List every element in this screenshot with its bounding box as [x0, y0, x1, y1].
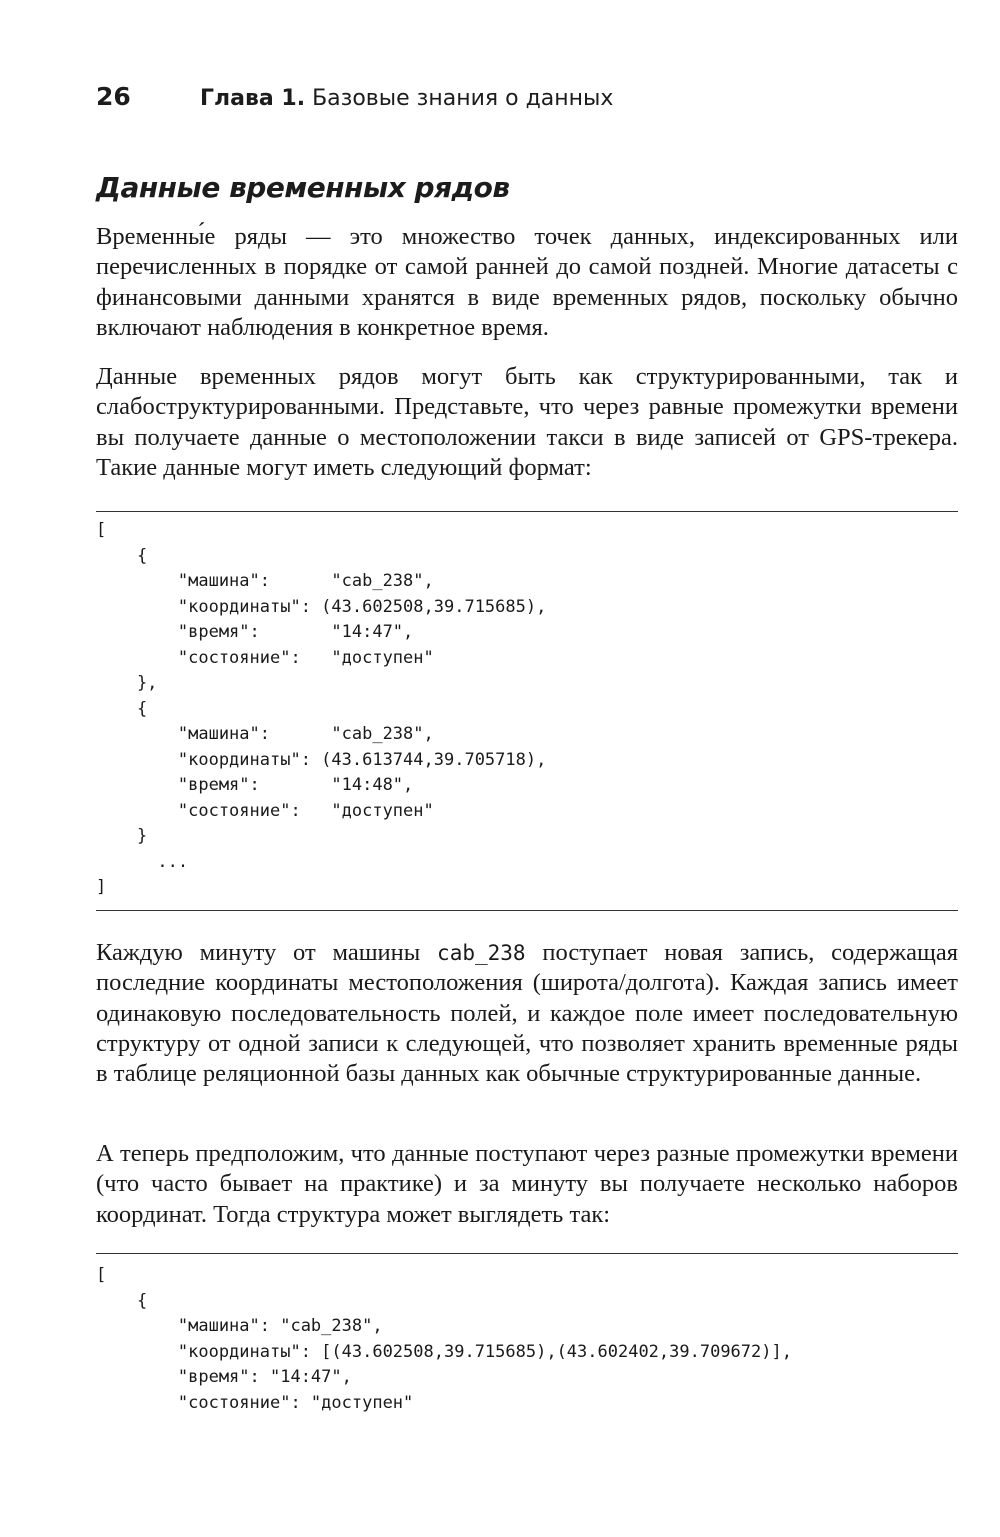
chapter-label: Глава 1. [200, 86, 306, 111]
running-header [96, 82, 613, 114]
inline-code-cab-id: cab_238 [437, 941, 526, 965]
code-block-gps-records: [ { "машина": "cab_238", "координаты": (43.602508,39.715685), "время": "14:47", "состояние": "доступен" }, { "машина": "cab_238", "координаты": (43.613744,39.705718), "время": "14:48", "состояние": "доступен" } ... ] [96, 520, 547, 897]
paragraph-each-minute [96, 938, 958, 1089]
paragraph-time-series-definition: Временны́е ряды — это множество точек данных, индексированных или перечисленных в порядке от самой ранней до самой поздней. Многие датасеты с финансовыми данными хранятся в виде временных рядов, поскольку обычно включают наблюдения в конкретное время. [96, 223, 958, 341]
code-top-rule-2 [96, 1253, 958, 1254]
paragraph-structured-examples: Данные временных рядов могут быть как структурированными, так и слабоструктурированными. Представьте, что через равные промежутки времени вы получаете данные о местоположении такси в виде записей от GPS-трекера. Такие данные могут иметь следующий формат: [96, 363, 958, 481]
paragraph-each-minute-start: Каждую минуту от машины [96, 939, 438, 966]
chapter-title: Базовые знания о данных [312, 86, 614, 111]
section-title: Данные временных рядов [96, 171, 510, 204]
code-top-rule [96, 511, 958, 512]
page-number: 26 [96, 82, 131, 111]
paragraph-irregular-intervals: А теперь предположим, что данные поступают через разные промежутки времени (что часто бывает на практике) и за минуту вы получаете несколько наборов координат. Тогда структура может выглядеть так: [96, 1140, 958, 1228]
code-block-multi-coordinates: [ { "машина": "cab_238", "координаты": [(43.602508,39.715685),(43.602402,39.709672)], "время": "14:47", "состояние": "доступен" [96, 1265, 792, 1413]
code-bottom-rule [96, 910, 958, 911]
paragraph-each-minute-end: поступает новая запись, содержащая последние координаты местоположения (широта/долгота). Каждая запись имеет одинаковую последовательность полей, и каждое поле имеет последовательную структуру от одной записи к следующей, что позволяет хранить временные ряды в таблице реляционной базы данных как обычные структурированные данные. [96, 939, 958, 1088]
